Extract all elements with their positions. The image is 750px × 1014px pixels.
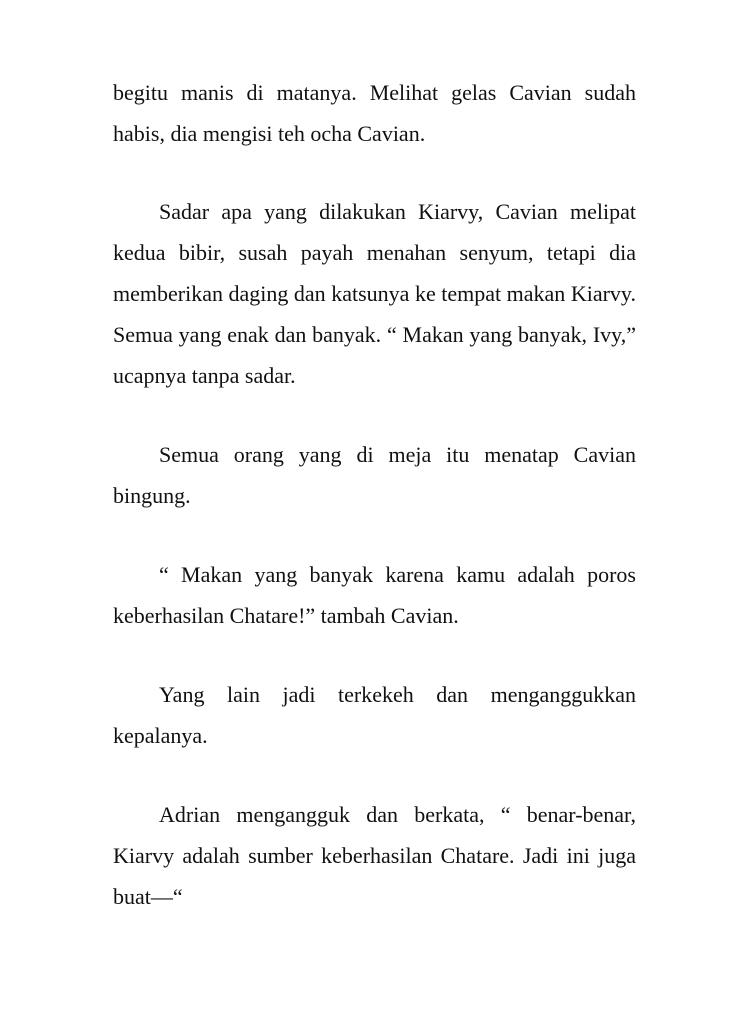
- paragraph-3: Semua orang yang di meja itu menatap Cavian bingung.: [113, 442, 636, 508]
- paragraph-2: Sadar apa yang dilakukan Kiarvy, Cavian melipat kedua bibir, susah payah menahan senyum, tetapi dia memberikan daging dan katsunya ke tempat makan Kiarvy. Semua yang enak dan banyak. “ Makan yang banyak, Ivy,” ucapnya tanpa sadar.: [113, 199, 636, 388]
- paragraph-6: Adrian mengangguk dan berkata, “ benar-benar, Kiarvy adalah sumber keberhasilan Chatare. Jadi ini juga buat—“: [113, 802, 636, 909]
- paragraph-1: begitu manis di matanya. Melihat gelas Cavian sudah habis, dia mengisi teh ocha Cavian.: [113, 80, 636, 146]
- paragraph-4: “ Makan yang banyak karena kamu adalah poros keberhasilan Chatare!” tambah Cavian.: [113, 562, 636, 628]
- paragraph-5: Yang lain jadi terkekeh dan menganggukkan kepalanya.: [113, 682, 636, 748]
